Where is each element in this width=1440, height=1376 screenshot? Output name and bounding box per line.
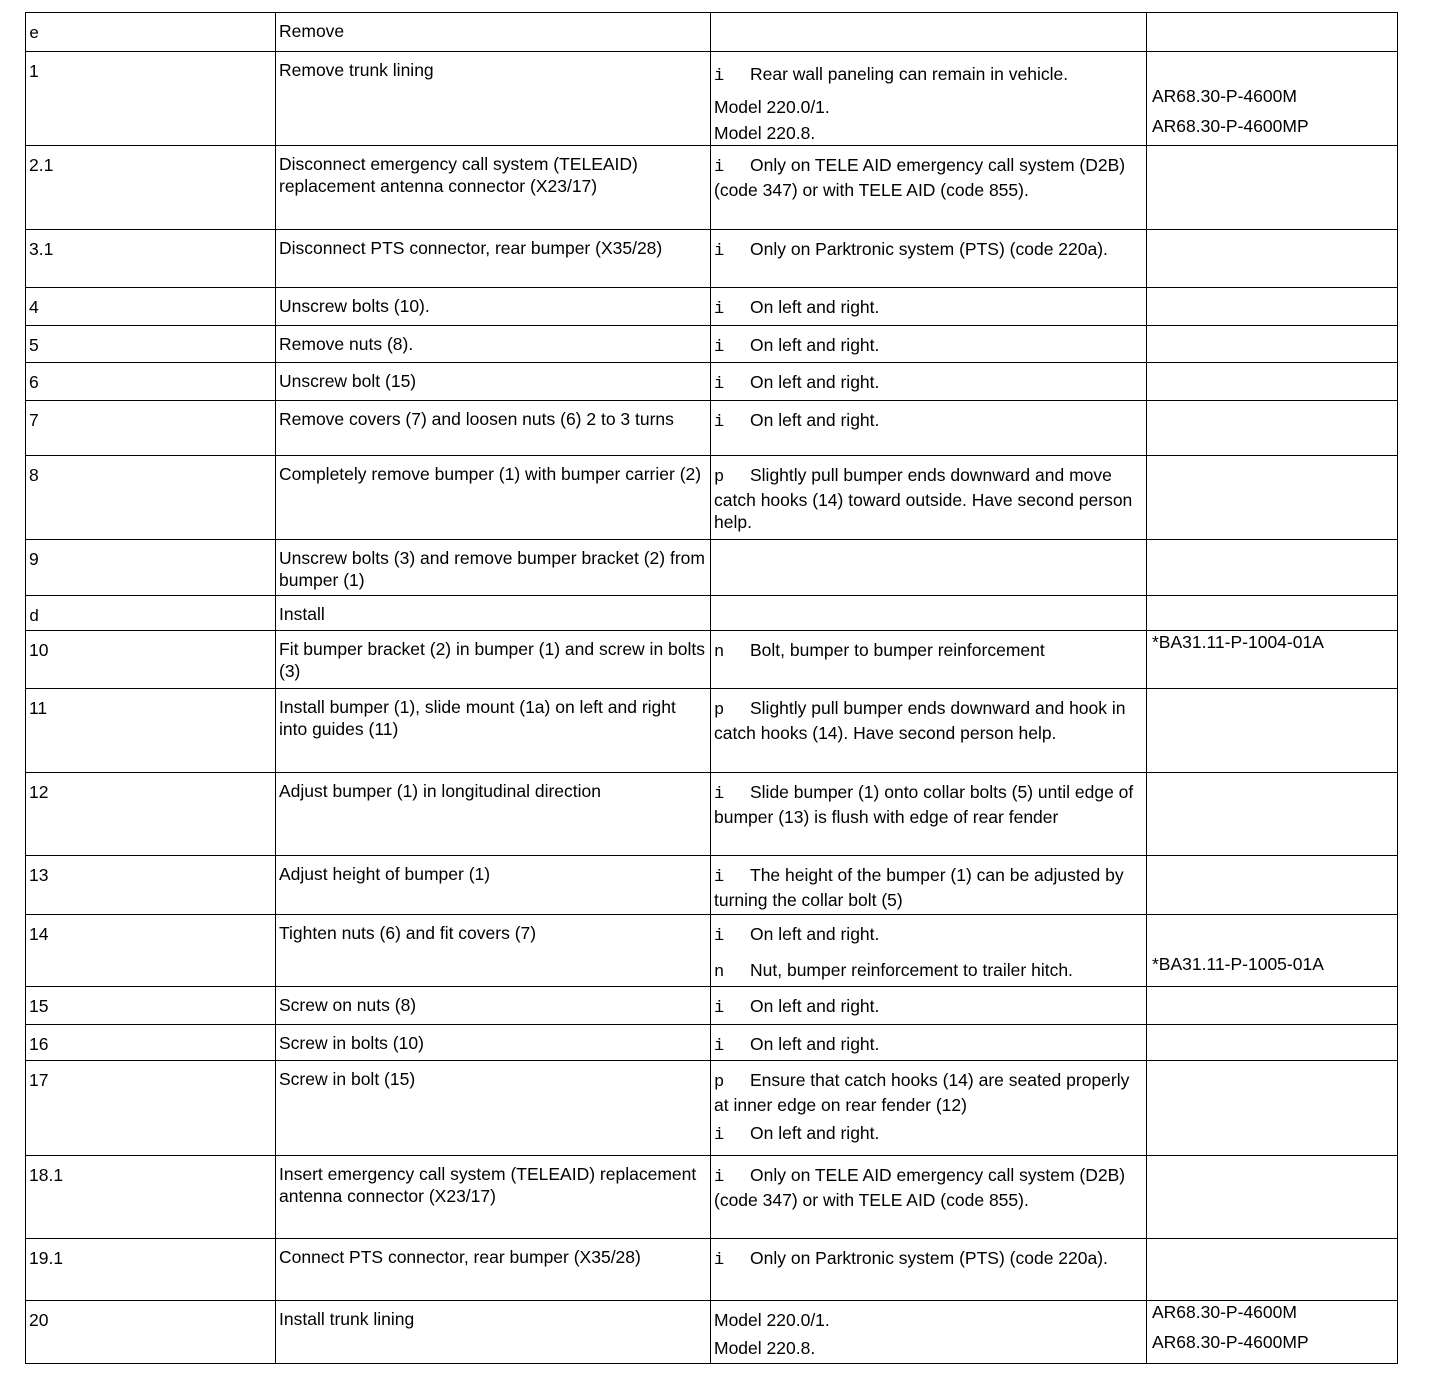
- note-text: Rear wall paneling can remain in vehicle.: [750, 64, 1069, 84]
- step-notes: [711, 326, 1147, 363]
- note-text: On left and right.: [750, 996, 880, 1016]
- info-icon: i: [714, 300, 725, 319]
- step-number: 6: [26, 363, 276, 401]
- table-row: [26, 915, 1398, 987]
- note-text: Only on TELE AID emergency call system (D2B) (code 347) or with TELE AID (code 855).: [714, 155, 1126, 200]
- note-text: Only on Parktronic system (PTS) (code 220a).: [750, 239, 1108, 259]
- info-icon: i: [714, 868, 725, 887]
- step-action: Remove: [276, 13, 711, 52]
- info-icon: i: [714, 1037, 725, 1056]
- note-text: Nut, bumper reinforcement to trailer hitch.: [750, 960, 1073, 980]
- note-text: Slide bumper (1) onto collar bolts (5) until edge of bumper (13) is flush with edge of rear fender: [714, 782, 1134, 827]
- note-text: Only on Parktronic system (PTS) (code 220a).: [750, 1248, 1108, 1268]
- note-text: On left and right.: [750, 1123, 880, 1143]
- table-row: [26, 1301, 1398, 1364]
- step-references: [1147, 987, 1398, 1025]
- step-action: Screw in bolt (15): [276, 1061, 711, 1156]
- step-references: [1147, 326, 1398, 363]
- step-references: [1147, 146, 1398, 230]
- step-notes: [711, 915, 1147, 987]
- step-references: [1147, 1156, 1398, 1239]
- step-number: 2.1: [26, 146, 276, 230]
- note-text: Ensure that catch hooks (14) are seated properly at inner edge on rear fender (12): [714, 1070, 1130, 1115]
- step-notes: [711, 401, 1147, 456]
- step-references: [1147, 540, 1398, 596]
- info-icon: i: [714, 242, 725, 261]
- note-text: Model 220.8.: [714, 123, 816, 143]
- step-notes: [711, 1301, 1147, 1364]
- note-text: Model 220.0/1.: [714, 1310, 830, 1330]
- step-action: Insert emergency call system (TELEAID) replacement antenna connector (X23/17): [276, 1156, 711, 1239]
- step-notes: [711, 773, 1147, 856]
- reference-link[interactable]: *BA31.11-P-1005-01A: [1152, 954, 1324, 974]
- step-number: 3.1: [26, 230, 276, 288]
- step-notes: [711, 1156, 1147, 1239]
- table-row: [26, 13, 1398, 52]
- step-notes: [711, 146, 1147, 230]
- step-number: e: [29, 25, 40, 44]
- note-text: Bolt, bumper to bumper reinforcement: [750, 640, 1045, 660]
- step-number: 10: [26, 631, 276, 689]
- step-number: 20: [26, 1301, 276, 1364]
- step-notes: [711, 230, 1147, 288]
- procedure-table: [25, 12, 1398, 1364]
- step-references: [1147, 401, 1398, 456]
- step-action: Install: [276, 596, 711, 631]
- step-notes: [711, 689, 1147, 773]
- warning-icon: p: [714, 701, 725, 720]
- table-row: [26, 146, 1398, 230]
- info-icon: i: [714, 158, 725, 177]
- note-text: The height of the bumper (1) can be adjusted by turning the collar bolt (5): [714, 865, 1124, 910]
- step-references: [1147, 856, 1398, 915]
- table-row: [26, 596, 1398, 631]
- table-row: [26, 326, 1398, 363]
- step-notes: [711, 596, 1147, 631]
- table-row: [26, 401, 1398, 456]
- step-references: [1147, 596, 1398, 631]
- step-action: Adjust bumper (1) in longitudinal direction: [276, 773, 711, 856]
- step-notes: [711, 856, 1147, 915]
- info-icon: i: [714, 67, 725, 86]
- table-row: [26, 1025, 1398, 1061]
- reference-link[interactable]: AR68.30-P-4600M: [1152, 1302, 1297, 1322]
- step-number: d: [29, 608, 40, 627]
- step-references: [1147, 288, 1398, 326]
- step-action: Unscrew bolts (10).: [276, 288, 711, 326]
- info-icon: i: [714, 927, 725, 946]
- step-references: [1147, 456, 1398, 540]
- step-notes: [711, 1025, 1147, 1061]
- step-number: 14: [26, 915, 276, 987]
- step-notes: [711, 52, 1147, 146]
- step-notes: [711, 1061, 1147, 1156]
- note-text: Model 220.0/1.: [714, 97, 830, 117]
- step-action: Disconnect PTS connector, rear bumper (X35/28): [276, 230, 711, 288]
- table-row: [26, 987, 1398, 1025]
- step-notes: [711, 288, 1147, 326]
- table-row: [26, 288, 1398, 326]
- note-text: On left and right.: [750, 335, 880, 355]
- step-references: [1147, 230, 1398, 288]
- info-icon: i: [714, 1251, 725, 1270]
- table-row: [26, 1239, 1398, 1301]
- step-references: [1147, 773, 1398, 856]
- step-references: [1147, 363, 1398, 401]
- step-action: Fit bumper bracket (2) in bumper (1) and screw in bolts (3): [276, 631, 711, 689]
- step-action: Remove covers (7) and loosen nuts (6) 2 to 3 turns: [276, 401, 711, 456]
- step-notes: [711, 13, 1147, 52]
- step-number: 4: [26, 288, 276, 326]
- note-text: On left and right.: [750, 410, 880, 430]
- info-icon: i: [714, 375, 725, 394]
- step-number: 1: [26, 52, 276, 146]
- info-icon: i: [714, 338, 725, 357]
- note-text: On left and right.: [750, 1034, 880, 1054]
- table-row: [26, 689, 1398, 773]
- note-icon: n: [714, 963, 725, 982]
- info-icon: i: [714, 1168, 725, 1187]
- step-action: Completely remove bumper (1) with bumper carrier (2): [276, 456, 711, 540]
- warning-icon: p: [714, 1073, 725, 1092]
- step-references: [1147, 1061, 1398, 1156]
- table-row: [26, 773, 1398, 856]
- note-text: Slightly pull bumper ends downward and move catch hooks (14) toward outside. Have second person help.: [714, 465, 1133, 532]
- step-references: [1147, 631, 1398, 689]
- step-number: 8: [26, 456, 276, 540]
- table-row: [26, 540, 1398, 596]
- step-references: [1147, 13, 1398, 52]
- step-references: [1147, 915, 1398, 987]
- step-notes: [711, 456, 1147, 540]
- step-action: Screw in bolts (10): [276, 1025, 711, 1061]
- info-icon: i: [714, 413, 725, 432]
- step-number: 17: [26, 1061, 276, 1156]
- step-number: 19.1: [26, 1239, 276, 1301]
- table-row: [26, 856, 1398, 915]
- step-references: [1147, 52, 1398, 146]
- warning-icon: p: [714, 468, 725, 487]
- step-number: 16: [26, 1025, 276, 1061]
- step-action: Tighten nuts (6) and fit covers (7): [276, 915, 711, 987]
- note-icon: n: [714, 643, 725, 662]
- step-action: Connect PTS connector, rear bumper (X35/28): [276, 1239, 711, 1301]
- reference-link[interactable]: *BA31.11-P-1004-01A: [1152, 632, 1324, 652]
- note-text: On left and right.: [750, 924, 880, 944]
- step-number: 11: [26, 689, 276, 773]
- table-row: [26, 230, 1398, 288]
- step-action: Disconnect emergency call system (TELEAID) replacement antenna connector (X23/17): [276, 146, 711, 230]
- info-icon: i: [714, 1126, 725, 1145]
- step-action: Unscrew bolts (3) and remove bumper bracket (2) from bumper (1): [276, 540, 711, 596]
- step-action: Install bumper (1), slide mount (1a) on left and right into guides (11): [276, 689, 711, 773]
- step-references: [1147, 1239, 1398, 1301]
- table-row: [26, 1061, 1398, 1156]
- table-row: [26, 52, 1398, 146]
- step-notes: [711, 540, 1147, 596]
- step-references: [1147, 1025, 1398, 1061]
- step-action: Install trunk lining: [276, 1301, 711, 1364]
- reference-link[interactable]: AR68.30-P-4600MP: [1152, 116, 1309, 136]
- table-row: [26, 1156, 1398, 1239]
- step-notes: [711, 987, 1147, 1025]
- table-row: [26, 631, 1398, 689]
- reference-link[interactable]: AR68.30-P-4600M: [1152, 86, 1297, 106]
- info-icon: i: [714, 999, 725, 1018]
- step-number: 18.1: [26, 1156, 276, 1239]
- note-text: Model 220.8.: [714, 1338, 816, 1358]
- step-action: Screw on nuts (8): [276, 987, 711, 1025]
- note-text: On left and right.: [750, 297, 880, 317]
- table-row: [26, 363, 1398, 401]
- step-action: Remove trunk lining: [276, 52, 711, 146]
- step-number: 15: [26, 987, 276, 1025]
- step-action: Remove nuts (8).: [276, 326, 711, 363]
- step-notes: [711, 1239, 1147, 1301]
- step-number: 7: [26, 401, 276, 456]
- step-references: [1147, 1301, 1398, 1364]
- table-row: [26, 456, 1398, 540]
- step-action: Adjust height of bumper (1): [276, 856, 711, 915]
- step-notes: [711, 363, 1147, 401]
- step-notes: [711, 631, 1147, 689]
- step-number: 9: [26, 540, 276, 596]
- step-number: 12: [26, 773, 276, 856]
- step-number: 13: [26, 856, 276, 915]
- note-text: Only on TELE AID emergency call system (D2B) (code 347) or with TELE AID (code 855).: [714, 1165, 1126, 1210]
- note-text: Slightly pull bumper ends downward and hook in catch hooks (14). Have second person help.: [714, 698, 1126, 743]
- reference-link[interactable]: AR68.30-P-4600MP: [1152, 1332, 1309, 1352]
- note-text: On left and right.: [750, 372, 880, 392]
- info-icon: i: [714, 785, 725, 804]
- step-references: [1147, 689, 1398, 773]
- step-number: 5: [26, 326, 276, 363]
- step-action: Unscrew bolt (15): [276, 363, 711, 401]
